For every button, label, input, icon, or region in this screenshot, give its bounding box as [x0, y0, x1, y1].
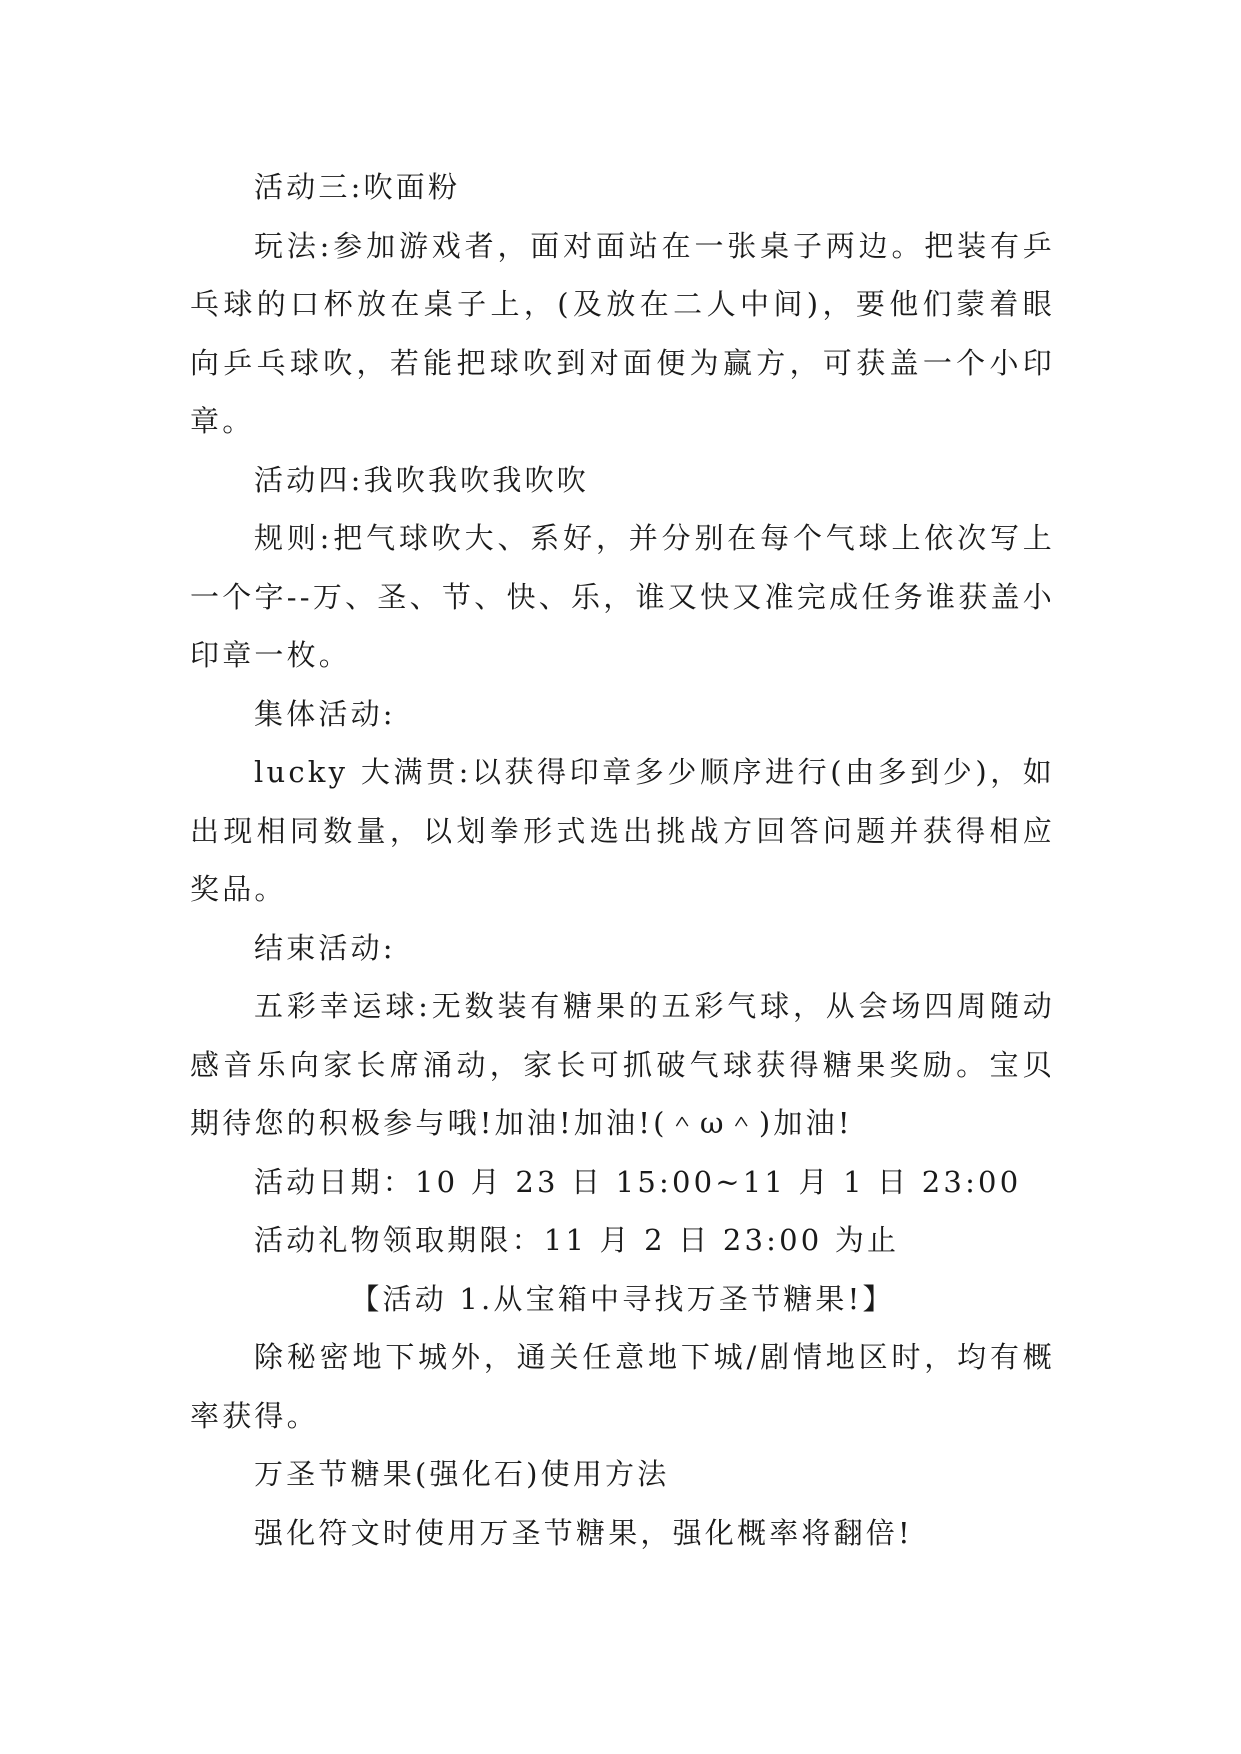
paragraph-lucky-grand-slam: lucky 大满贯:以获得印章多少顺序进行(由多到少)，如出现相同数量，以划拳形式选出挑战方回答问题并获得相应奖品。 — [190, 755, 1055, 906]
heading-group-activity: 集体活动: — [254, 696, 396, 731]
paragraph-activity-4-rules: 规则:把气球吹大、系好，并分别在每个气球上依次写上一个字--万、圣、节、快、乐，谁又快又准完成任务谁获盖小印章一枚。 — [190, 521, 1055, 672]
heading-closing-activity: 结束活动: — [254, 930, 396, 965]
heading-candy-usage: 万圣节糖果(强化石)使用方法 — [254, 1457, 670, 1491]
paragraph-candy-effect: 强化符文时使用万圣节糖果，强化概率将翻倍! — [254, 1515, 913, 1550]
heading-activity-4: 活动四:我吹我吹我吹吹 — [254, 462, 589, 497]
event-1-title: 【活动 1.从宝箱中寻找万圣节糖果!】 — [350, 1281, 895, 1316]
gift-claim-deadline: 活动礼物领取期限：11 月 2 日 23:00 为止 — [254, 1223, 900, 1257]
paragraph-drop-condition: 除秘密地下城外，通关任意地下城/剧情地区时，均有概率获得。 — [190, 1340, 1055, 1433]
document-page — [190, 158, 1055, 1562]
paragraph-lucky-balloons: 五彩幸运球:无数装有糖果的五彩气球，从会场四周随动感音乐向家长席涌动，家长可抓破气球获得糖果奖励。宝贝期待您的积极参与哦!加油!加油!(＾ω＾)加油! — [190, 989, 1055, 1140]
heading-activity-3: 活动三:吹面粉 — [254, 170, 461, 204]
event-date: 活动日期：10 月 23 日 15:00~11 月 1 日 23:00 — [254, 1164, 1022, 1199]
paragraph-activity-3-rules: 玩法:参加游戏者，面对面站在一张桌子两边。把装有乒乓球的口杯放在桌子上，(及放在二人中间)，要他们蒙着眼向乒乓球吹，若能把球吹到对面便为赢方，可获盖一个小印章。 — [190, 228, 1055, 438]
